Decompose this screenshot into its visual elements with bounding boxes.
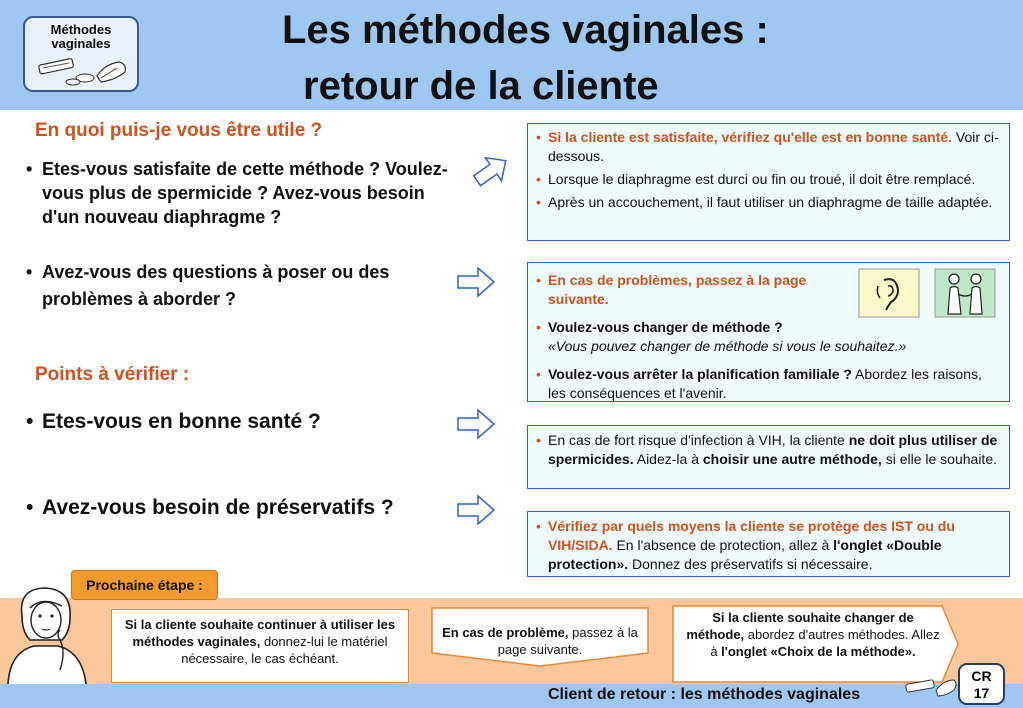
couple-icon (934, 268, 996, 318)
info-item: • Voulez-vous arrêter la planification familiale ? Abordez les raisons, les conséquences et l'avenir. (536, 366, 982, 401)
arrow-right-icon (456, 266, 496, 298)
info-item: • Voulez-vous changer de méthode ? «Vous pouvez changer de méthode si vous le souhaitez.» (536, 319, 907, 354)
footer-band (0, 684, 1023, 708)
info-item: • Après un accouchement, il faut utiliser un diaphragme de taille adaptée. (536, 194, 993, 210)
ear-icon (858, 268, 920, 318)
question-satisfaction: • Etes-vous satisfaite de cette méthode ? Voulez-vous plus de spermicide ? Avez-vous besoin d'un nouveau diaphragme ? (26, 159, 448, 227)
section-title-verifier: Points à vérifier : (35, 364, 190, 385)
section-title-utile: En quoi puis-je vous être utile ? (35, 120, 323, 141)
question-condoms-text: Avez-vous besoin de préservatifs ? (42, 496, 394, 519)
info-box-satisfaction (527, 123, 1010, 241)
diaphragm-tube-icon (35, 54, 131, 90)
page-title-line2: retour de la cliente (303, 64, 659, 108)
arrow-right-icon (456, 494, 496, 526)
info-box-protection (527, 511, 1010, 577)
info-item: • Lorsque le diaphragme est durci ou fin ou troué, il doit être remplacé. (536, 171, 976, 187)
info-item: • En cas de problèmes, passez à la page suivante. (536, 272, 807, 307)
arrow-right-icon (456, 408, 496, 440)
question-health: • Etes-vous en bonne santé ? (26, 410, 321, 433)
info-item: • Si la cliente est satisfaite, vérifiez qu'elle est en bonne santé. Voir ci-dessous. (536, 129, 999, 164)
question-condoms: • Avez-vous besoin de préservatifs ? (26, 496, 394, 519)
page-code-badge: CR 17 (958, 663, 1005, 705)
page-title-line1: Les méthodes vaginales : (282, 8, 769, 52)
arrow-right-icon (470, 150, 512, 192)
footer-title: Client de retour : les méthodes vaginales (548, 686, 861, 703)
next-step-label: Prochaine étape : (71, 570, 218, 600)
question-satisfaction-text: Etes-vous satisfaite de cette méthode ? Voulez-vous plus de spermicide ? Avez-vous besoin d'un nouveau diaphragme ? (42, 159, 448, 227)
question-problems: • Avez-vous des questions à poser ou des problèmes à aborder ? (26, 262, 390, 309)
method-logo (23, 16, 139, 92)
logo-label: Méthodes vaginales (50, 22, 112, 51)
next-step-continue: Si la cliente souhaite continuer à utiliser les méthodes vaginales, donnez-lui le matériel nécessaire, le cas échéant. (111, 609, 409, 683)
info-box-hiv-risk (527, 425, 1010, 489)
diaphragm-tube-icon (900, 672, 958, 702)
question-health-text: Etes-vous en bonne santé ? (42, 410, 321, 433)
next-step-problem: En cas de problème, passez à la page suivante. (442, 625, 638, 657)
next-step-change: Si la cliente souhaite changer de méthode, abordez d'autres méthodes. Allez à l'onglet «Choix de la méthode». (686, 610, 940, 659)
info-item: • Vérifiez par quels moyens la cliente se protège des IST ou du VIH/SIDA. En l'absence de protection, allez à l'onglet «Double protection». Donnez des préservatifs si nécessaire. (536, 518, 955, 572)
info-item: • En cas de fort risque d'infection à VIH, la cliente ne doit plus utiliser de spermicides. Aidez-la à choisir une autre méthode, si elle le souhaite. (536, 432, 998, 467)
question-problems-text: Avez-vous des questions à poser ou des problèmes à aborder ? (42, 262, 390, 309)
